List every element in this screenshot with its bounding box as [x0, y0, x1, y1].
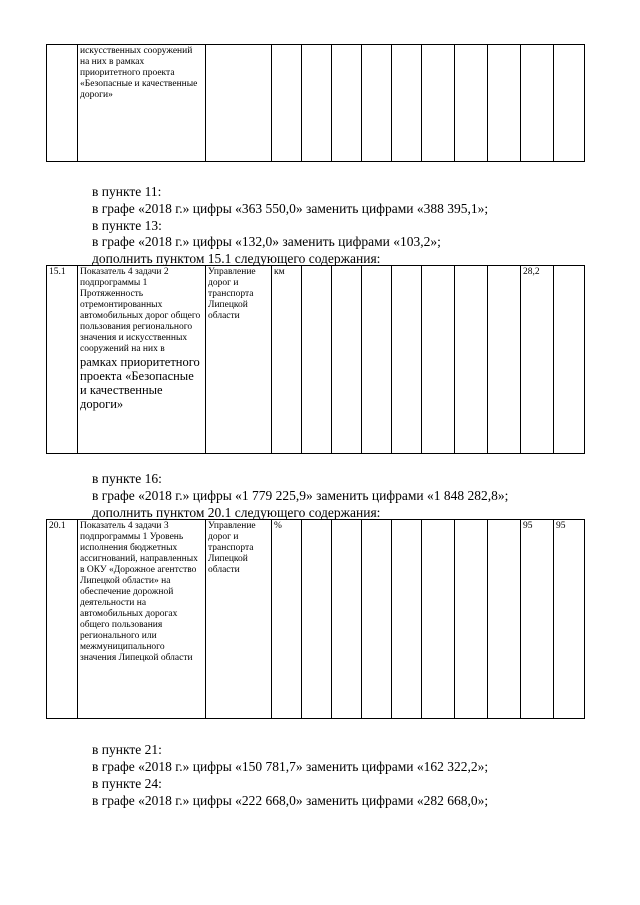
table-row — [47, 520, 585, 719]
unit-cell: км — [272, 266, 302, 454]
line-point-13: в пункте 13: — [92, 218, 162, 233]
top-table-fragment — [46, 44, 585, 162]
line-replace-24: в графе «2018 г.» цифры «222 668,0» заменить цифрами «282 668,0»; — [92, 793, 489, 808]
line-replace-13: в графе «2018 г.» цифры «132,0» заменить цифрами «103,2»; — [92, 234, 441, 249]
value-cell — [332, 520, 362, 719]
indicator-cell — [78, 266, 206, 454]
row-number: 15.1 — [47, 266, 78, 454]
line-add-15-1: дополнить пунктом 15.1 следующего содержания: — [92, 251, 381, 266]
indicator-text-small: Показатель 4 задачи 2 подпрограммы 1 Протяженность отремонтированных автомобильных дорог общего пользования регионального значения и искусственных сооружений на них в — [80, 267, 201, 354]
table-row — [47, 266, 585, 454]
value-cell — [392, 266, 422, 454]
value-cell: 95 — [554, 520, 585, 719]
value-cell: 95 — [521, 520, 554, 719]
value-cell — [455, 266, 488, 454]
indicator-text-large: рамках приоритетного проекта «Безопасные и качественные дороги» — [80, 355, 200, 411]
row-number: 20.1 — [47, 520, 78, 719]
line-point-16: в пункте 16: — [92, 471, 162, 486]
value-cell — [302, 266, 332, 454]
line-add-20-1: дополнить пунктом 20.1 следующего содержания: — [92, 505, 381, 520]
cell-unit — [272, 45, 302, 162]
value-cell — [488, 520, 521, 719]
value-cell — [362, 266, 392, 454]
line-replace-11: в графе «2018 г.» цифры «363 550,0» заменить цифрами «388 395,1»; — [92, 201, 489, 216]
cell-responsible — [206, 45, 272, 162]
value-cell — [362, 520, 392, 719]
value-cell — [422, 266, 455, 454]
value-cell — [554, 266, 585, 454]
cell-num — [47, 45, 78, 162]
line-replace-16: в графе «2018 г.» цифры «1 779 225,9» заменить цифрами «1 848 282,8»; — [92, 488, 509, 503]
line-point-11: в пункте 11: — [92, 184, 162, 199]
value-cell — [422, 520, 455, 719]
cell-indicator: искусственных сооружений на них в рамках приоритетного проекта «Безопасные и качественные дороги» — [78, 45, 206, 162]
unit-cell: % — [272, 520, 302, 719]
value-cell — [302, 520, 332, 719]
value-cell — [392, 520, 422, 719]
responsible-cell: Управление дорог и транспорта Липецкой области — [206, 520, 272, 719]
table-row-15-1 — [46, 265, 585, 454]
value-cell: 28,2 — [521, 266, 554, 454]
indicator-cell: Показатель 4 задачи 3 подпрограммы 1 Уровень исполнения бюджетных ассигнований, направленных в ОКУ «Дорожное агентство Липецкой области» на обеспечение дорожной деятельности на автомобильных дорогах общего пользования регионального или межмуниципального значения Липецкой области — [78, 520, 206, 719]
line-point-21: в пункте 21: — [92, 742, 162, 757]
table-row-20-1 — [46, 519, 585, 719]
line-replace-21: в графе «2018 г.» цифры «150 781,7» заменить цифрами «162 322,2»; — [92, 759, 489, 774]
value-cell — [455, 520, 488, 719]
value-cell — [488, 266, 521, 454]
value-cell — [332, 266, 362, 454]
line-point-24: в пункте 24: — [92, 776, 162, 791]
responsible-cell: Управление дорог и транспорта Липецкой области — [206, 266, 272, 454]
